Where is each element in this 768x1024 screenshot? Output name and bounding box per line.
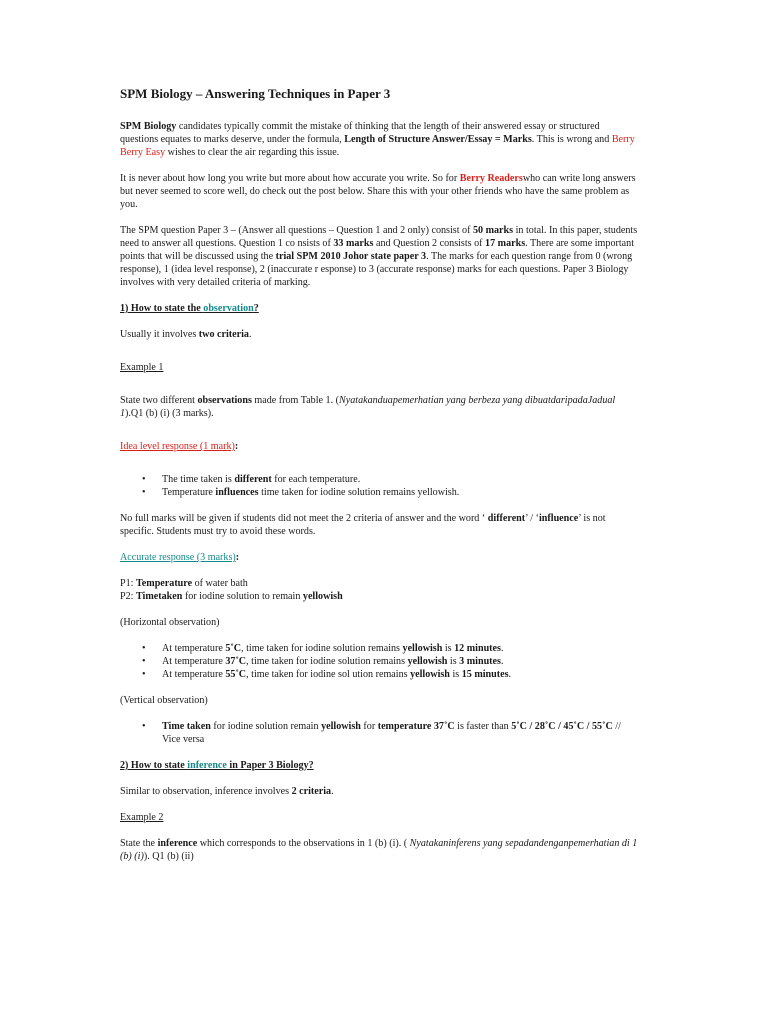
example-1-label: Example 1	[120, 362, 164, 373]
list-item: • At temperature 5˚C, time taken for iodine solution remains yellowish is 12 minutes.	[142, 643, 504, 654]
example-2-label: Example 2	[120, 812, 164, 823]
inference-link[interactable]: inference	[187, 760, 227, 771]
readers-paragraph: It is never about how long you write but more about how accurate you write. So for Berry Readerswho can write long answers but never seemed to score well, do check out the post below. Share this with your other friends who have the same problem as you.	[120, 173, 636, 210]
list-item: • The time taken is different for each temperature.	[142, 474, 361, 485]
usually-paragraph: Usually it involves two criteria.	[120, 329, 252, 340]
list-item: • Temperature influences time taken for iodine solution remains yellowish.	[142, 487, 460, 498]
readers-link[interactable]: Berry Readers	[459, 173, 523, 184]
observation-link[interactable]: observation	[203, 303, 254, 314]
question-2-paragraph: State the inference which corresponds to the observations in 1 (b) (i). ( Nyatakaninferens yang sepadandenganpemerhatian di 1 (b) (i)). Q1 (b) (ii)	[120, 838, 638, 862]
list-item: • Time taken for iodine solution remain yellowish for temperature 37˚C is faster than 5˚C / 28˚C / 45˚C / 55˚C // Vice versa	[142, 721, 621, 745]
similar-paragraph: Similar to observation, inference involves 2 criteria.	[120, 786, 334, 797]
list-item: • At temperature 55˚C, time taken for iodine sol ution remains yellowish is 15 minutes.	[142, 669, 512, 680]
intro-paragraph: SPM Biology candidates typically commit the mistake of thinking that the length of their answered essay or structured questions equates to marks deserve, under the formula, Length of Structure Answer/Essay = Marks. This is wrong and Berry Berry Easy wishes to clear the air regarding this issue.	[120, 121, 635, 158]
section-heading-inference: 2) How to state inference in Paper 3 Biology?	[120, 760, 314, 771]
brand-link[interactable]: Berry Berry Easy	[120, 134, 635, 158]
question-1-paragraph: State two different observations made from Table 1. (Nyatakanduapemerhatian yang berbeza yang dibuatdaripadaJadual 1).Q1 (b) (i) (3 marks).	[120, 395, 616, 419]
section-heading-observation: 1) How to state the observation?	[120, 303, 259, 314]
vertical-observation-label: (Vertical observation)	[120, 695, 208, 706]
list-item: • At temperature 37˚C, time taken for iodine solution remains yellowish is 3 minutes.	[142, 656, 504, 667]
page-title: SPM Biology – Answering Techniques in Paper 3	[120, 86, 391, 101]
criteria-list: P1: Temperature of water bath P2: Timetaken for iodine solution to remain yellowish	[120, 578, 343, 602]
accurate-response-heading: Accurate response (3 marks):	[120, 552, 240, 563]
no-full-marks-paragraph: No full marks will be given if students did not meet the 2 criteria of answer and the word ‘ different’ / ‘influence’ is not specific. Students must try to avoid these words.	[120, 513, 606, 537]
idea-level-heading: Idea level response (1 mark):	[120, 441, 239, 452]
paper3-paragraph: The SPM question Paper 3 – (Answer all questions – Question 1 and 2 only) consist of 50 marks in total. In this paper, students need to answer all questions. Question 1 co nsists of 33 marks and Question 2 consists of 17 marks. There are some important points that will be discussed using the trial SPM 2010 Johor state paper 3. The marks for each question range from 0 (wrong response), 1 (idea level response), 2 (inaccurate r esponse) to 3 (accurate response) marks for each questions. Paper 3 Biology involves with very detailed criteria of marking.	[120, 225, 638, 288]
horizontal-observation-label: (Horizontal observation)	[120, 617, 220, 628]
idea-level-list	[120, 473, 640, 499]
vertical-observation-list	[120, 720, 640, 746]
horizontal-observation-list	[120, 642, 640, 681]
document-page	[120, 86, 640, 876]
